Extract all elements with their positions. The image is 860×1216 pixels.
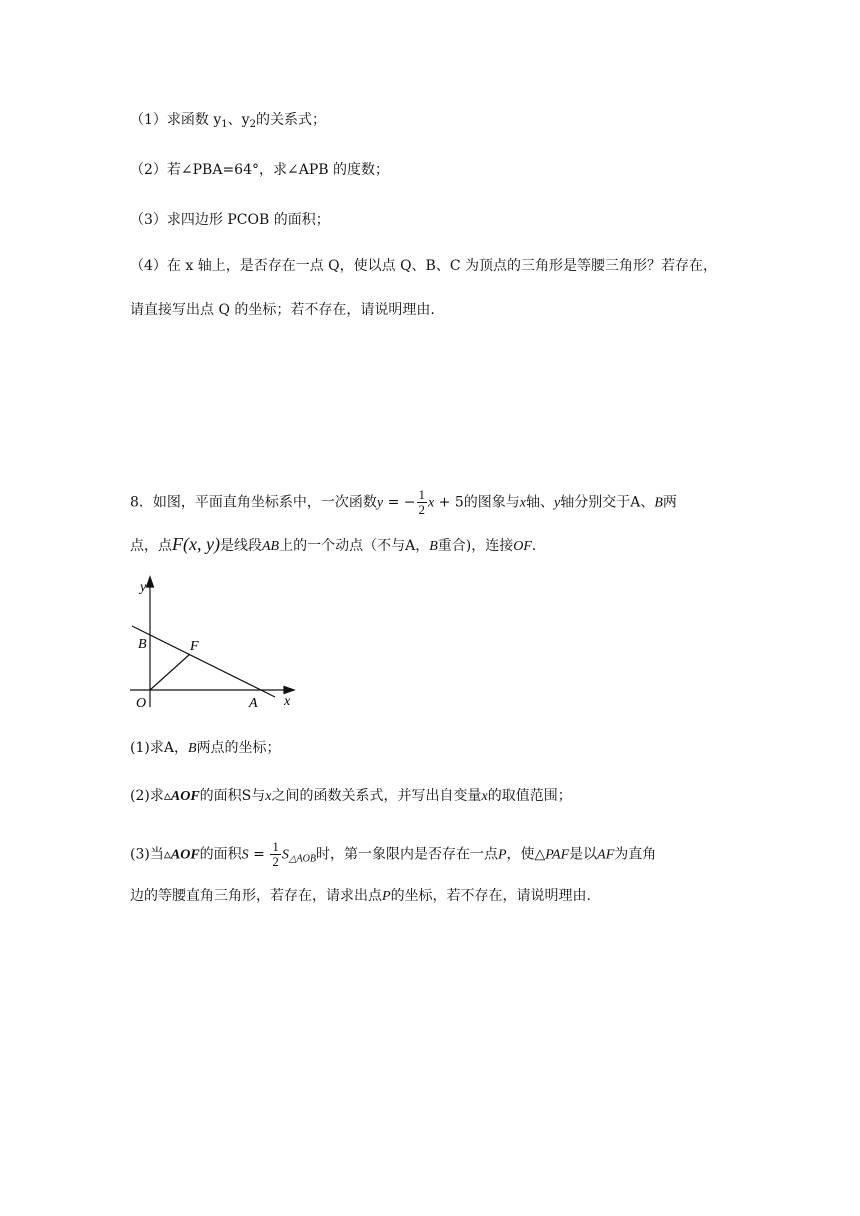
q7-part2: （2）若∠PBA=64°，求∠APB 的度数；	[130, 162, 389, 178]
label-f: F	[190, 639, 199, 654]
q7-part4-line2: 请直接写出点 Q 的坐标；若不存在，请说明理由.	[130, 302, 435, 318]
q8-part3-line1: (3)当▵AOF的面积S = $\frac{1}{2}$ $S_{\triangle AOB}$时，第一象限内是否存在一点P，使△PAF是以AF为直角	[130, 839, 657, 869]
label-o: O	[136, 696, 147, 711]
x-axis-arrow	[284, 687, 294, 694]
q8-intro-line1: 8．如图，平面直角坐标系中，一次函数y = − $\frac{1}{2}$ x + 5的图象与x轴、y轴分别交于A、B两	[130, 487, 677, 517]
label-x: x	[284, 694, 291, 709]
fraction-half: $\frac{1}{2}$	[418, 487, 425, 517]
q8-intro-line2: 点，点F(x, y)是线段AB上的一个动点（不与A，B重合)，连接OF．	[130, 534, 546, 554]
y-axis-arrow	[147, 577, 154, 587]
q7-part4-line1: （4）在 x 轴上，是否存在一点 Q，使以点 Q、B、C 为顶点的三角形是等腰三角形？若存在，	[130, 258, 718, 274]
label-y: y	[140, 580, 147, 595]
label-a: A	[249, 696, 258, 711]
fraction-half-2: $\frac{1}{2}$	[272, 839, 279, 869]
segment-of	[150, 654, 190, 690]
label-b: B	[138, 637, 147, 652]
coordinate-figure	[128, 575, 300, 715]
q7-part3: （3）求四边形 PCOB 的面积；	[130, 212, 330, 228]
q8-part1: (1)求A，B两点的坐标；	[130, 740, 281, 756]
q7-part1: （1）求函数 $y_1$、$y_2$的关系式；	[130, 112, 326, 130]
q8-part3-line2: 边的等腰直角三角形，若存在，请求出点P的坐标，若不存在，请说明理由.	[130, 888, 592, 904]
q8-part2: (2)求▵AOF的面积S与x之间的函数关系式，并写出自变量x的取值范围；	[130, 788, 572, 804]
